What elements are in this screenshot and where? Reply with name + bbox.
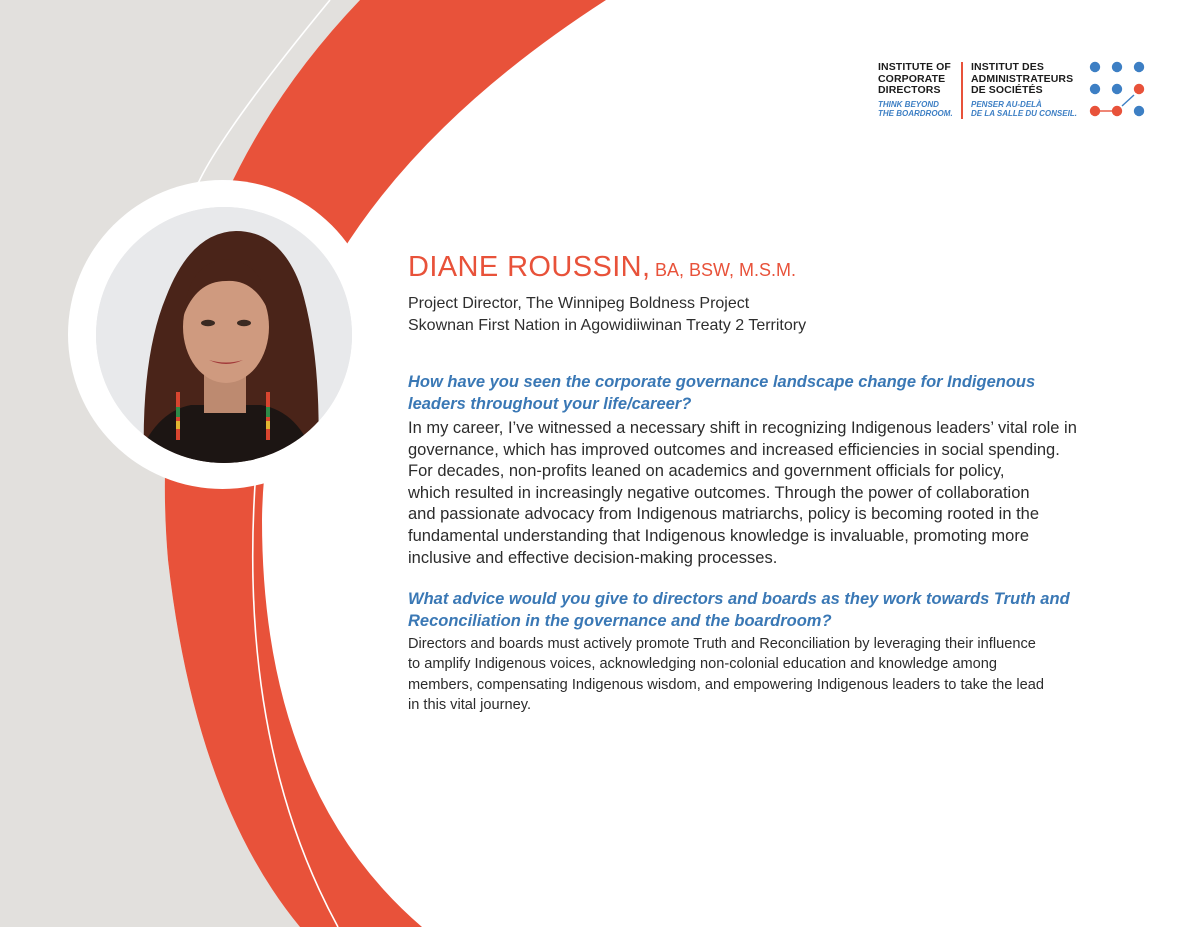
person-title: Project Director, The Winnipeg Boldness Project <box>408 295 750 312</box>
logo-french-name: INSTITUT DES ADMINISTRATEURS DE SOCIÉTÉS <box>971 61 1074 96</box>
answer-1: In my career, I’ve witnessed a necessary shift in recognizing Indigenous leaders’ vital role in governance, which has improved outcomes and increased efficiencies in social spending. For decades, non-profits leaned on academics and government officials for policy, which resulted in increasingly negative outcomes. Through the power of collaboration and passionate advocacy from Indigenous matriarchs, policy is becoming rooted in the fundamental understanding that Indigenous knowledge is invaluable, promoting more inclusive and effective decision-making processes. <box>408 419 1077 567</box>
person-name-heading <box>408 248 1153 291</box>
person-name: DIANE ROUSSIN, <box>408 251 651 283</box>
person-nation: Skownan First Nation in Agowidiiwinan Treaty 2 Territory <box>408 316 807 334</box>
logo-english-name: INSTITUTE OF CORPORATE DIRECTORS <box>878 61 951 96</box>
person-credentials: BA, BSW, M.S.M. <box>654 260 796 280</box>
answer-2: Directors and boards must actively promote Truth and Reconciliation by leveraging their influence to amplify Indigenous voices, acknowledging non-colonial education and knowledge among members, compensating Indigenous wisdom, and empowering Indigenous leaders to take the lead in this vital journey. <box>408 636 1045 713</box>
question-1-line-1: How have you seen the corporate governance landscape change for Indigenous <box>408 373 1036 391</box>
logo-french <box>971 62 1081 119</box>
qa-block-2 <box>408 589 1153 715</box>
portrait-photo <box>96 207 352 463</box>
profile-content <box>408 248 1153 715</box>
qa-block-1 <box>408 372 1153 569</box>
logo-divider <box>961 62 963 119</box>
logo-english <box>878 62 960 119</box>
logo-french-tagline: PENSER AU-DELÀ DE LA SALLE DU CONSEIL. <box>971 99 1077 118</box>
question-1-line-2: leaders throughout your life/career? <box>408 394 692 413</box>
logo-english-tagline: THINK BEYOND THE BOARDROOM. <box>878 99 953 118</box>
question-2-line-1: What advice would you give to directors and boards as they work towards Truth and <box>408 590 1070 609</box>
question-2-line-2: Reconciliation in the governance and the boardroom? <box>408 611 832 630</box>
dot-grid-logo-icon <box>1086 60 1148 120</box>
